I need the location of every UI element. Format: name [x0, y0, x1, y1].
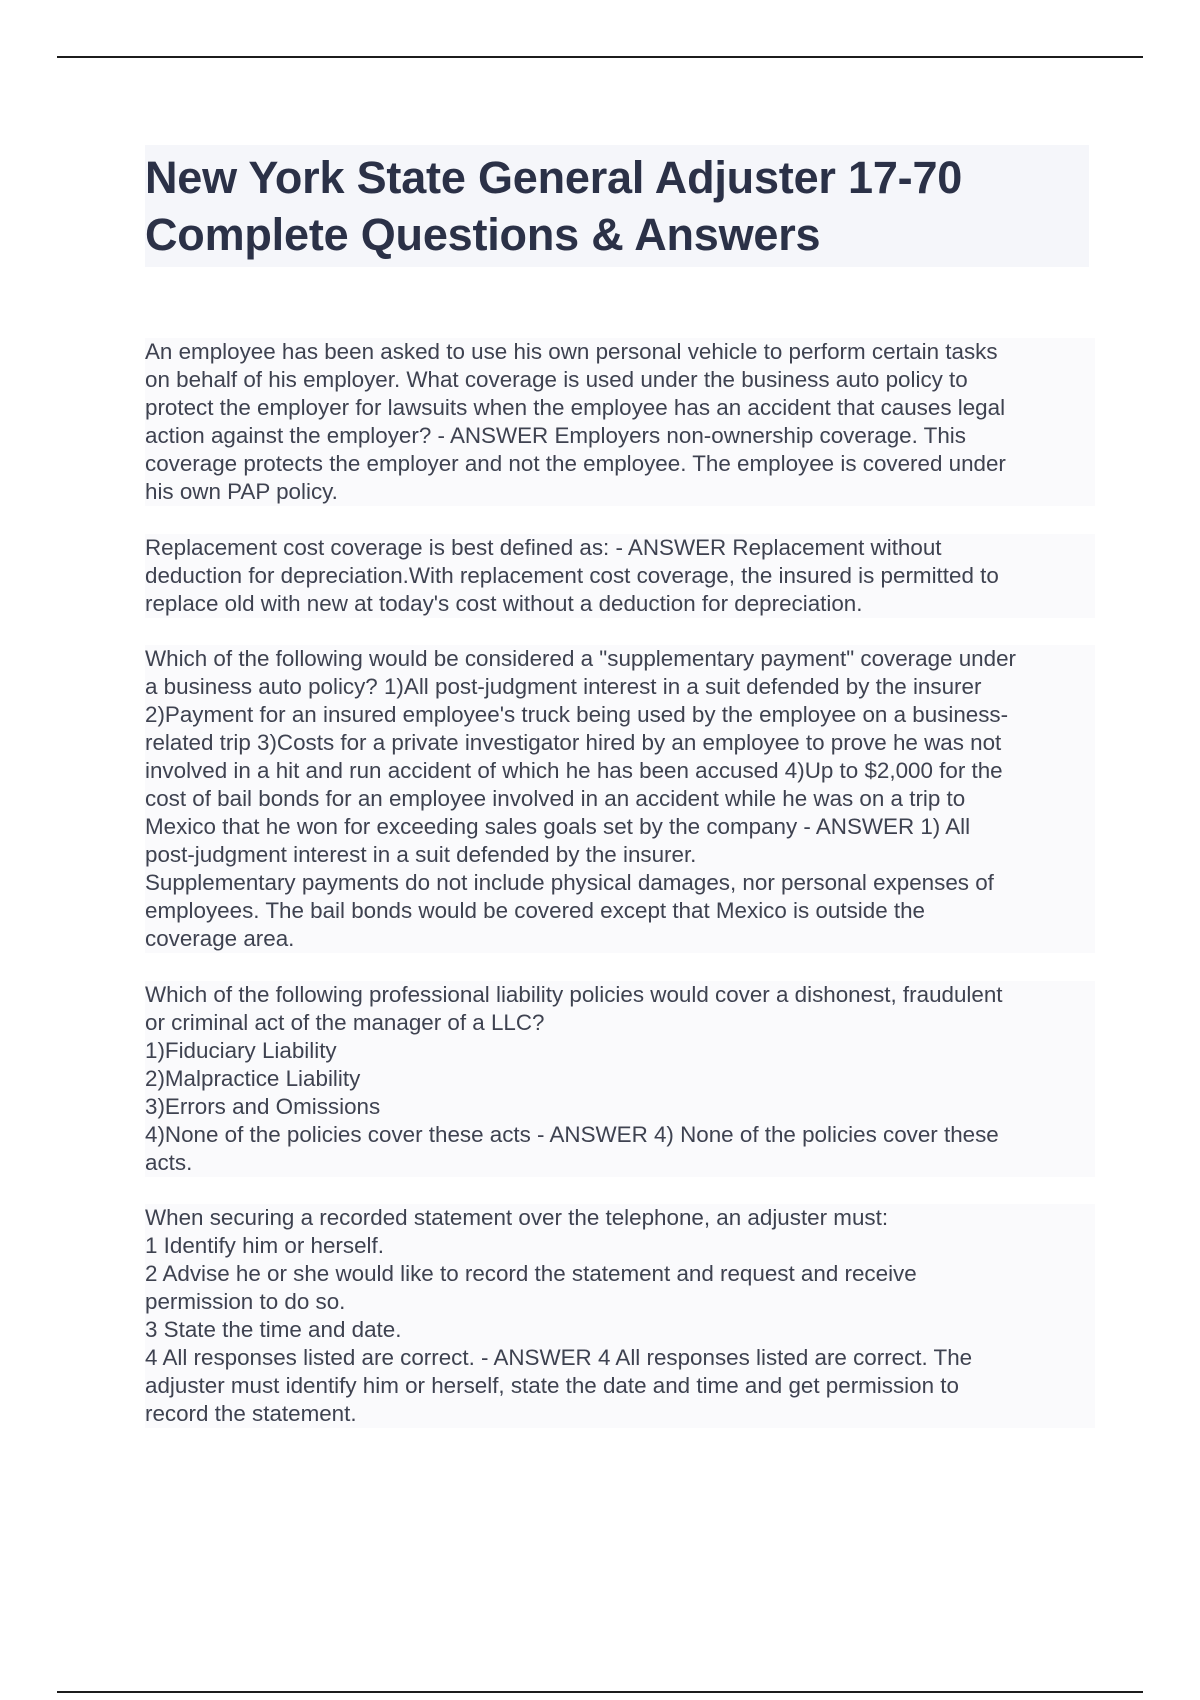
- qa-entry: [145, 981, 1095, 1177]
- qa-text-line: Supplementary payments do not include physical damages, nor personal expenses of: [145, 869, 1095, 897]
- qa-text-line: cost of bail bonds for an employee involved in an accident while he was on a trip to: [145, 785, 1095, 813]
- qa-text-line: 2)Malpractice Liability: [145, 1065, 1095, 1093]
- qa-entry: [145, 1204, 1095, 1428]
- qa-text-line: replace old with new at today's cost without a deduction for depreciation.: [145, 590, 1095, 618]
- qa-text-line: employees. The bail bonds would be covered except that Mexico is outside the: [145, 897, 1095, 925]
- top-rule: [57, 56, 1143, 58]
- qa-text-line: deduction for depreciation.With replacement cost coverage, the insured is permitted to: [145, 562, 1095, 590]
- title-line: New York State General Adjuster 17-70: [145, 152, 963, 203]
- qa-text-line: action against the employer? - ANSWER Employers non-ownership coverage. This: [145, 422, 1095, 450]
- qa-text-line: 1 Identify him or herself.: [145, 1232, 1095, 1260]
- qa-text-line: 3 State the time and date.: [145, 1316, 1095, 1344]
- qa-text-line: his own PAP policy.: [145, 478, 1095, 506]
- qa-text-line: acts.: [145, 1149, 1095, 1177]
- qa-text-line: involved in a hit and run accident of which he has been accused 4)Up to $2,000 for the: [145, 757, 1095, 785]
- qa-text-line: 2 Advise he or she would like to record the statement and request and receive: [145, 1260, 1095, 1288]
- qa-entry: [145, 645, 1095, 953]
- qa-text-line: When securing a recorded statement over the telephone, an adjuster must:: [145, 1204, 1095, 1232]
- qa-text-line: related trip 3)Costs for a private investigator hired by an employee to prove he was not: [145, 729, 1095, 757]
- qa-text-line: protect the employer for lawsuits when the employee has an accident that causes legal: [145, 394, 1095, 422]
- qa-text-line: coverage protects the employer and not the employee. The employee is covered under: [145, 450, 1095, 478]
- qa-text-line: coverage area.: [145, 925, 1095, 953]
- qa-text-line: or criminal act of the manager of a LLC?: [145, 1009, 1095, 1037]
- qa-entry: [145, 338, 1095, 506]
- qa-text-line: Mexico that he won for exceeding sales goals set by the company - ANSWER 1) All: [145, 813, 1095, 841]
- qa-text-line: Which of the following professional liability policies would cover a dishonest, fraudulent: [145, 981, 1095, 1009]
- qa-text-line: record the statement.: [145, 1400, 1095, 1428]
- qa-text-line: 4 All responses listed are correct. - ANSWER 4 All responses listed are correct. The: [145, 1344, 1095, 1372]
- qa-text-line: Which of the following would be considered a "supplementary payment" coverage under: [145, 645, 1095, 673]
- document-title: [145, 145, 1089, 267]
- bottom-rule: [57, 1691, 1143, 1693]
- qa-text-line: 4)None of the policies cover these acts - ANSWER 4) None of the policies cover these: [145, 1121, 1095, 1149]
- qa-text-line: 2)Payment for an insured employee's truck being used by the employee on a business-: [145, 701, 1095, 729]
- qa-text-line: An employee has been asked to use his own personal vehicle to perform certain tasks: [145, 338, 1095, 366]
- qa-text-line: 3)Errors and Omissions: [145, 1093, 1095, 1121]
- qa-text-line: 1)Fiduciary Liability: [145, 1037, 1095, 1065]
- qa-text-line: on behalf of his employer. What coverage is used under the business auto policy to: [145, 366, 1095, 394]
- qa-text-line: post-judgment interest in a suit defended by the insurer.: [145, 841, 1095, 869]
- qa-text-line: a business auto policy? 1)All post-judgment interest in a suit defended by the insurer: [145, 673, 1095, 701]
- qa-text-line: Replacement cost coverage is best defined as: - ANSWER Replacement without: [145, 534, 1095, 562]
- qa-list: [145, 338, 1095, 1456]
- qa-text-line: adjuster must identify him or herself, state the date and time and get permission to: [145, 1372, 1095, 1400]
- qa-text-line: permission to do so.: [145, 1288, 1095, 1316]
- qa-entry: [145, 534, 1095, 618]
- title-line: Complete Questions & Answers: [145, 209, 821, 260]
